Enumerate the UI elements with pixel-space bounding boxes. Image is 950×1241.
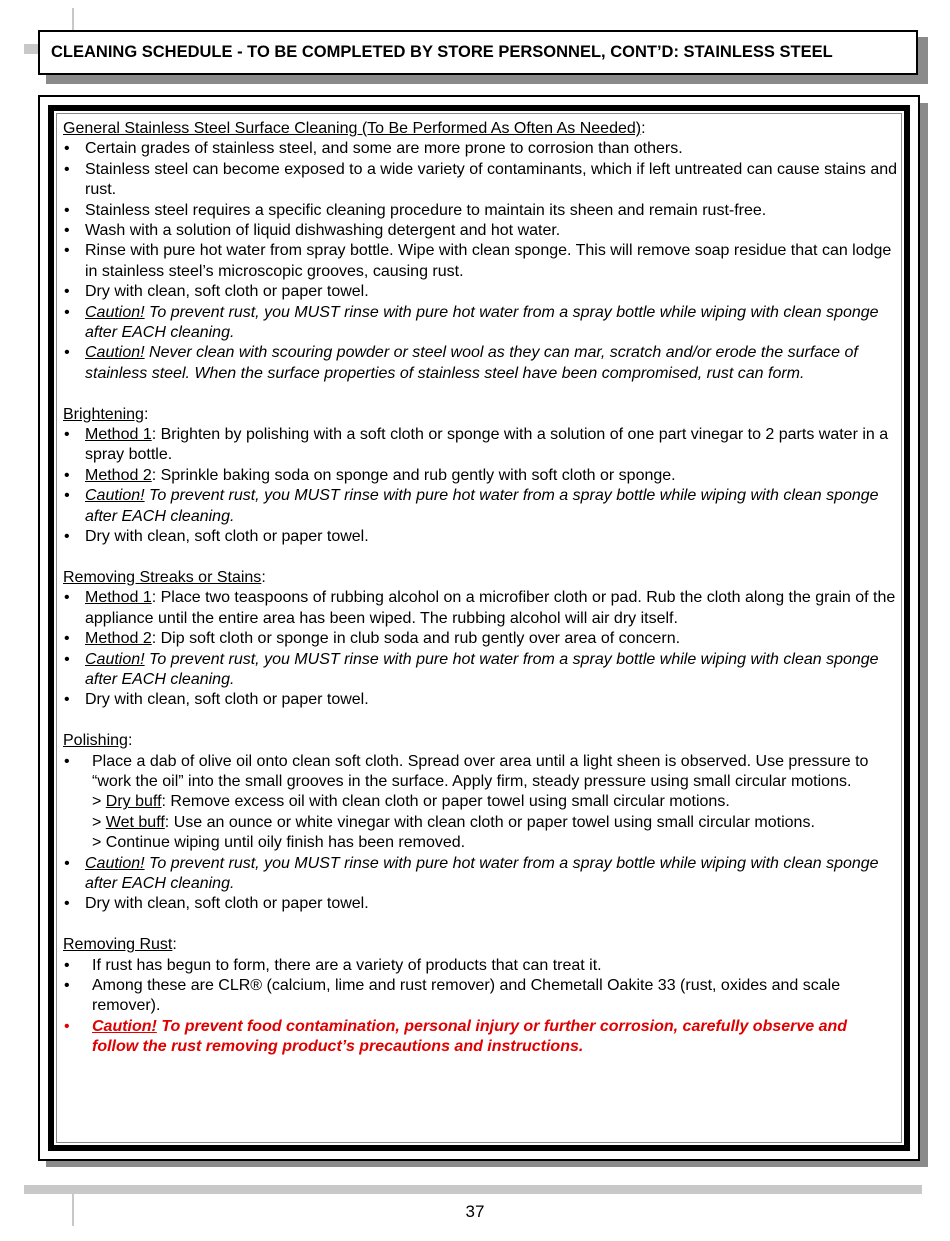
content-body [56, 113, 902, 1143]
list-item: • Stainless steel can become exposed to a wide variety of contaminants, which if left untreated can cause stains and rust. [63, 160, 897, 201]
section-heading-brightening: Brightening: [63, 405, 149, 423]
list-item: • Dry with clean, soft cloth or paper towel. [63, 894, 897, 914]
list-item: • Dry with clean, soft cloth or paper towel. [63, 282, 897, 302]
list-item: • Place a dab of olive oil onto clean soft cloth. Spread over area until a light sheen is observed. Use pressure to “work the oil” into the small grooves in the surface. Apply firm, steady pressure using small circular motions. > Dry buff: Remove excess oil with clean cloth or paper towel using small circular motions. > Wet buff: Use an ounce or white vinegar with clean cloth or paper towel using small circular motions. > Continue wiping until oily finish has been removed. [63, 752, 897, 854]
decorative-bar-bottom [24, 1185, 922, 1194]
general-list [63, 139, 897, 384]
decorative-vertical-line-top [72, 8, 74, 32]
page-title: CLEANING SCHEDULE - TO BE COMPLETED BY STORE PERSONNEL, CONT’D: STAINLESS STEEL [51, 43, 833, 61]
list-item: • Method 2: Dip soft cloth or sponge in club soda and rub gently over area of concern. [63, 629, 897, 649]
caution-warning-item: • Caution! To prevent food contamination, personal injury or further corrosion, carefully observe and follow the rust removing product’s precautions and instructions. [63, 1017, 897, 1058]
list-item: • Method 1: Place two teaspoons of rubbing alcohol on a microfiber cloth or pad. Rub the cloth along the grain of the appliance until the entire area has been wiped. The rubbing alcohol will air dry itself. [63, 588, 897, 629]
list-item: • Stainless steel requires a specific cleaning procedure to maintain its sheen and remain rust-free. [63, 201, 897, 221]
list-item: • Method 1: Brighten by polishing with a soft cloth or sponge with a solution of one part vinegar to 2 parts water in a spray bottle. [63, 425, 897, 466]
spacer [63, 915, 897, 935]
list-item: • If rust has begun to form, there are a variety of products that can treat it. [63, 956, 897, 976]
content-border [48, 105, 910, 1151]
caution-item: • Caution! To prevent rust, you MUST rinse with pure hot water from a spray bottle while wiping with clean sponge after EACH cleaning. [63, 650, 897, 691]
continue-line: > Continue wiping until oily finish has been removed. [92, 834, 466, 852]
header-box [38, 30, 918, 75]
list-item: • Among these are CLR® (calcium, lime and rust remover) and Chemetall Oakite 33 (rust, oxides and scale remover). [63, 976, 897, 1017]
section-heading-polishing: Polishing: [63, 732, 133, 750]
section-heading-streaks: Removing Streaks or Stains: [63, 568, 266, 586]
page-number: 37 [465, 1202, 485, 1221]
caution-item: • Caution! Never clean with scouring powder or steel wool as they can mar, scratch and/or erode the surface of stainless steel. When the surface properties of stainless steel have been compromised, rust can form. [63, 343, 897, 384]
list-item: • Dry with clean, soft cloth or paper towel. [63, 527, 897, 547]
caution-item: • Caution! To prevent rust, you MUST rinse with pure hot water from a spray bottle while wiping with clean sponge after EACH cleaning. [63, 303, 897, 344]
list-item: • Method 2: Sprinkle baking soda on sponge and rub gently with soft cloth or sponge. [63, 466, 897, 486]
list-item: • Rinse with pure hot water from spray bottle. Wipe with clean sponge. This will remove soap residue that can lodge in stainless steel’s microscopic grooves, causing rust. [63, 241, 897, 282]
dry-buff-line: > Dry buff: Remove excess oil with clean cloth or paper towel using small circular motions. [92, 793, 730, 811]
section-heading-rust: Removing Rust: [63, 936, 177, 954]
list-item: • Dry with clean, soft cloth or paper towel. [63, 690, 897, 710]
spacer [63, 711, 897, 731]
brightening-list [63, 425, 897, 547]
list-item: • Certain grades of stainless steel, and some are more prone to corrosion than others. [63, 139, 897, 159]
list-item: • Wash with a solution of liquid dishwashing detergent and hot water. [63, 221, 897, 241]
wet-buff-line: > Wet buff: Use an ounce or white vinegar with clean cloth or paper towel using small circular motions. [92, 813, 815, 831]
spacer [63, 548, 897, 568]
content-frame [38, 95, 920, 1161]
section-heading-general: General Stainless Steel Surface Cleaning (To Be Performed As Often As Needed): [63, 120, 646, 137]
rust-list [63, 956, 897, 1058]
polishing-list [63, 752, 897, 915]
streaks-list [63, 588, 897, 710]
caution-item: • Caution! To prevent rust, you MUST rinse with pure hot water from a spray bottle while wiping with clean sponge after EACH cleaning. [63, 854, 897, 895]
spacer [63, 384, 897, 404]
caution-item: • Caution! To prevent rust, you MUST rinse with pure hot water from a spray bottle while wiping with clean sponge after EACH cleaning. [63, 486, 897, 527]
